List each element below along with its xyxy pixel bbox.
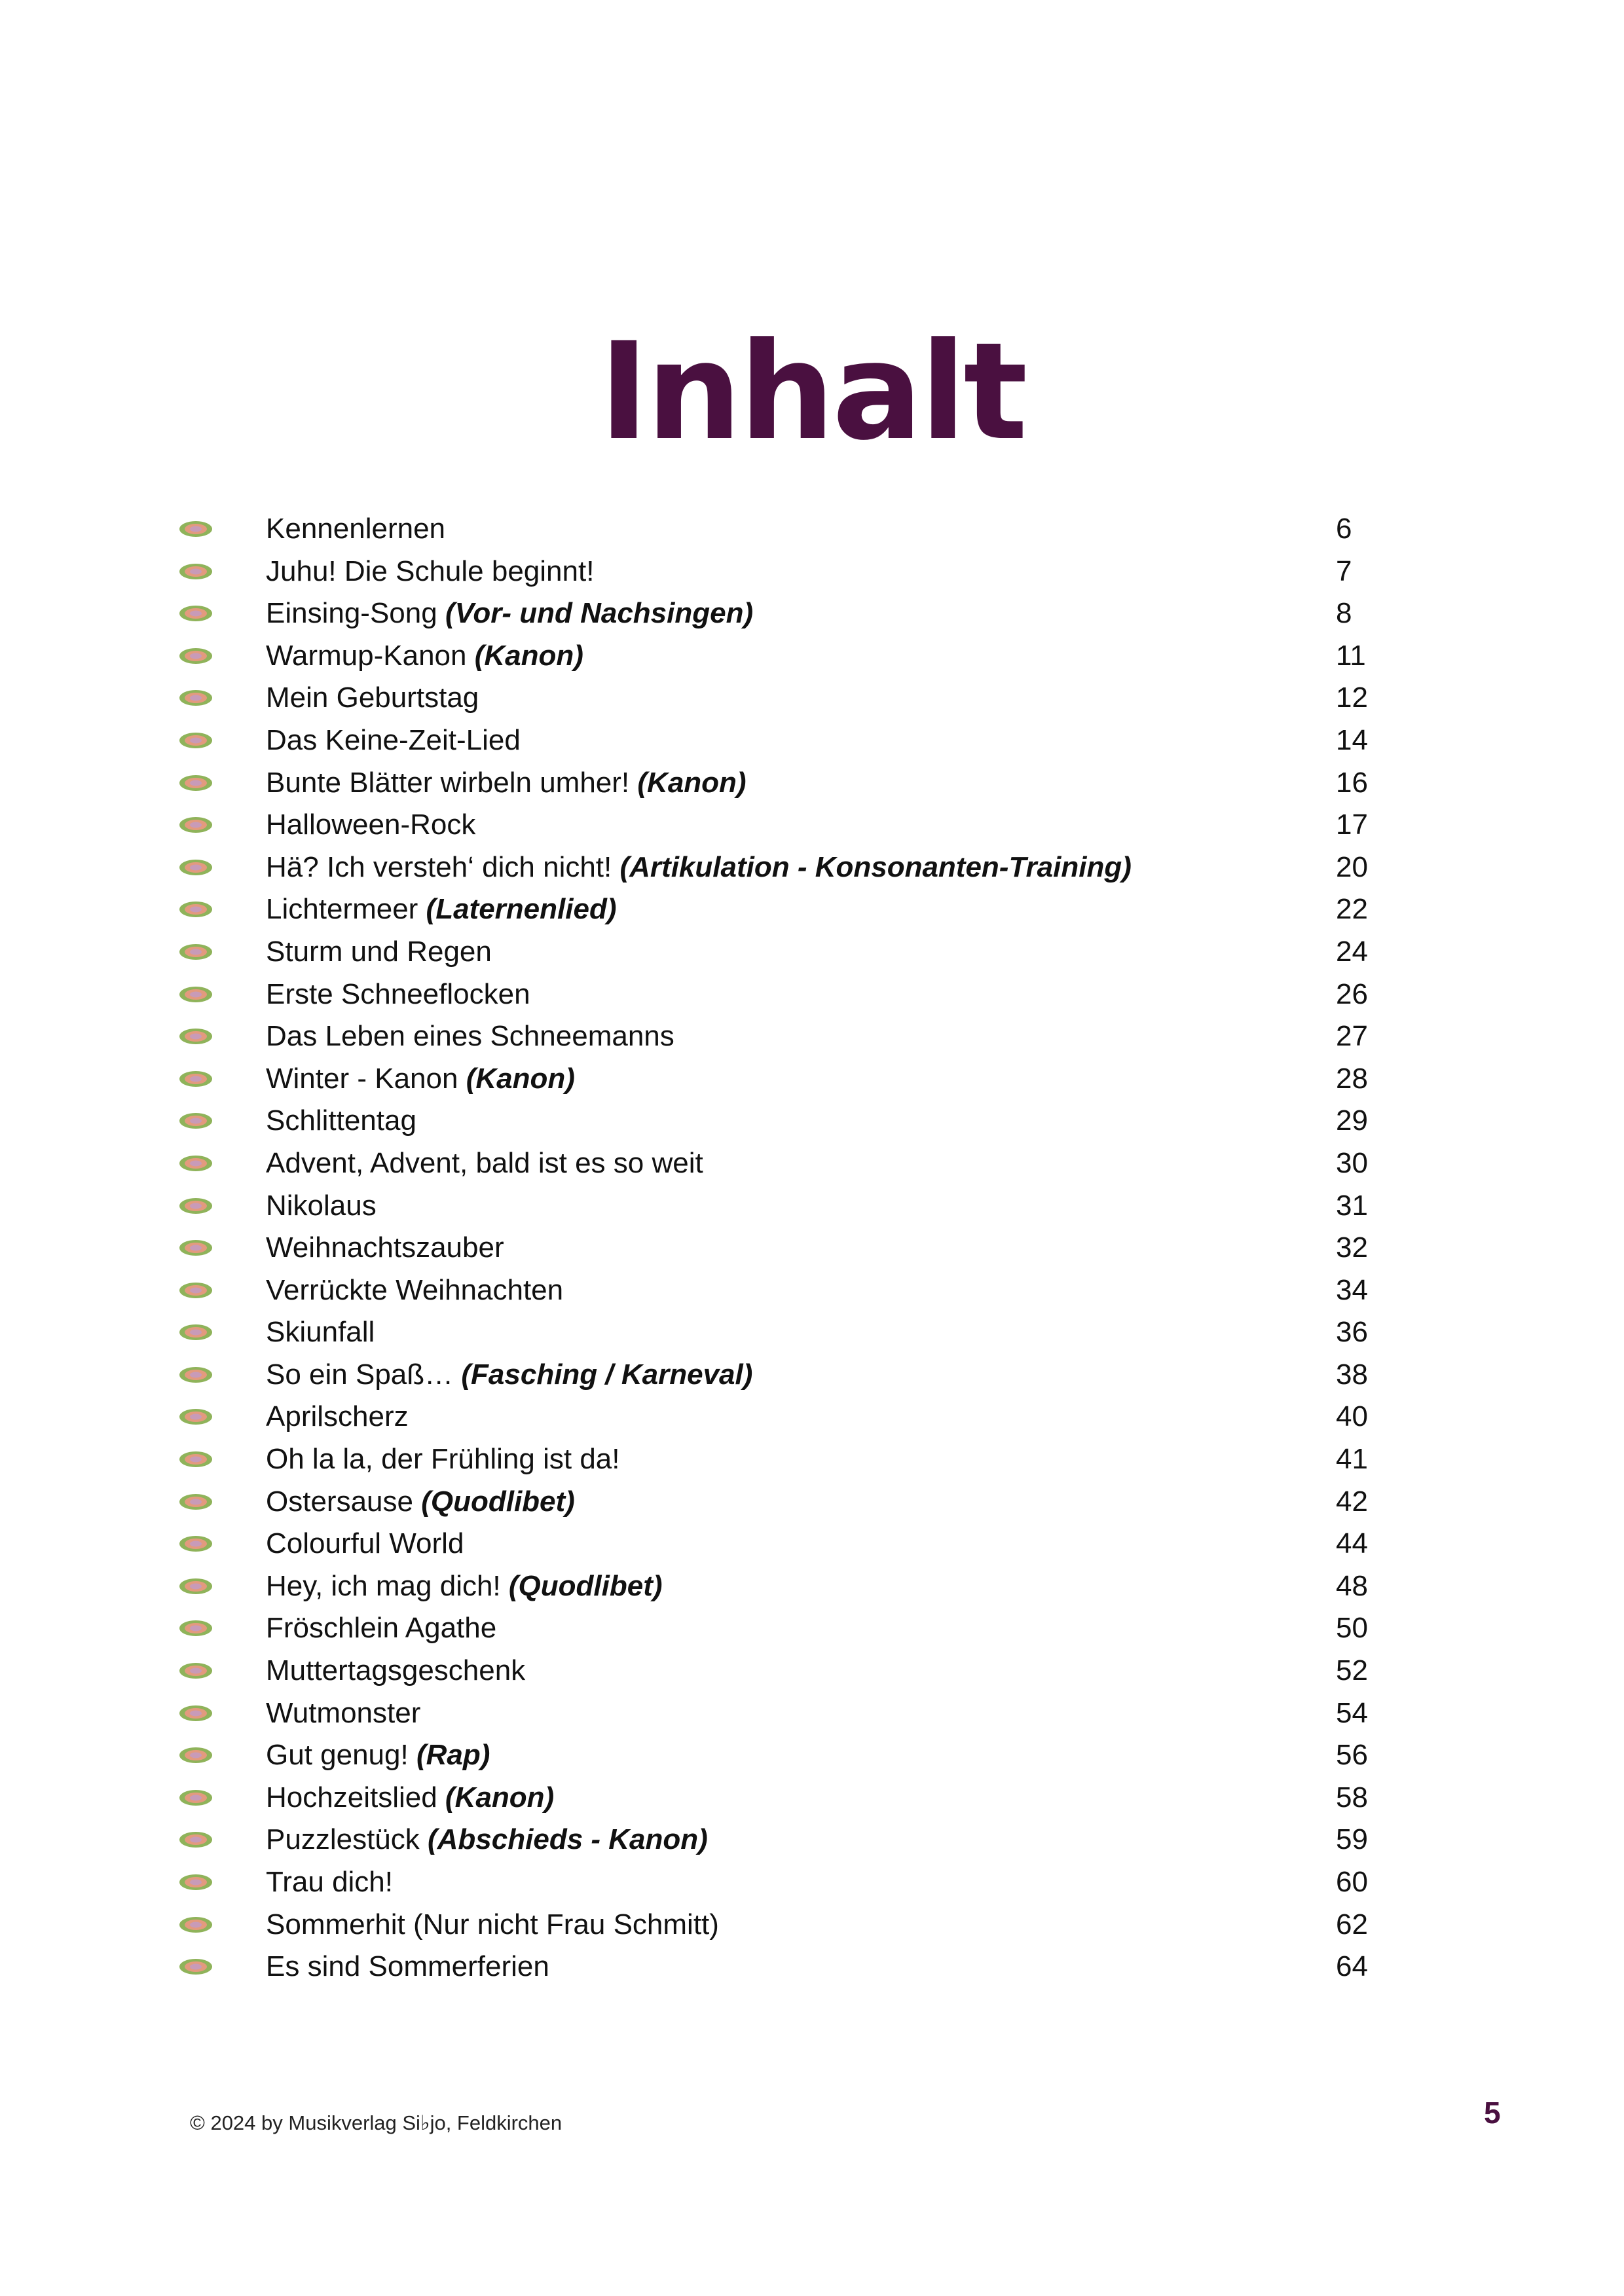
toc-entry-page: 59 (1336, 1823, 1368, 1856)
toc-entry-title (266, 723, 521, 757)
bullet-icon (179, 1789, 213, 1806)
toc-entry (0, 551, 1624, 593)
table-of-contents (0, 508, 1624, 1988)
toc-entry-page: 26 (1336, 977, 1368, 1010)
toc-entry (0, 1692, 1624, 1735)
toc-entry-title (266, 1823, 708, 1857)
toc-entry (0, 1565, 1624, 1608)
toc-entry-page: 31 (1336, 1189, 1368, 1222)
toc-entry (0, 931, 1624, 974)
toc-entry-page: 32 (1336, 1231, 1368, 1264)
toc-entry-title-text: Trau dich! (266, 1866, 394, 1898)
toc-entry (0, 1481, 1624, 1523)
toc-entry-title (266, 850, 1132, 884)
toc-entry (0, 1946, 1624, 1988)
toc-entry-note: (Kanon) (637, 766, 747, 799)
toc-entry-page: 24 (1336, 935, 1368, 968)
toc-entry-page: 12 (1336, 682, 1368, 714)
toc-entry-note: (Vor- und Nachsingen) (445, 597, 754, 630)
toc-entry (0, 1734, 1624, 1777)
toc-entry-title (266, 512, 445, 546)
toc-entry (0, 804, 1624, 847)
toc-entry-title (266, 1400, 409, 1434)
toc-entry (0, 1650, 1624, 1692)
bullet-icon (179, 986, 213, 1003)
toc-entry-title (266, 639, 583, 673)
toc-entry-page: 60 (1336, 1866, 1368, 1898)
bullet-icon (179, 1916, 213, 1933)
toc-entry-note: (Kanon) (466, 1062, 575, 1095)
bullet-icon (179, 1874, 213, 1891)
toc-entry-title (266, 1696, 420, 1730)
bullet-icon (179, 1831, 213, 1848)
toc-entry-title (266, 1146, 703, 1180)
toc-entry-title-text: Muttertagsgeschenk (266, 1654, 526, 1687)
toc-entry (0, 677, 1624, 720)
bullet-icon (179, 1028, 213, 1045)
toc-entry-title-text: Kennenlernen (266, 513, 446, 545)
toc-entry-title-text: Verrückte Weihnachten (266, 1273, 564, 1306)
page-title: Inhalt (599, 314, 1025, 471)
toc-entry-page: 16 (1336, 766, 1368, 799)
bullet-icon (179, 520, 213, 538)
toc-entry-title (266, 1527, 464, 1561)
toc-entry (0, 1354, 1624, 1396)
toc-entry-note: (Quodlibet) (508, 1569, 663, 1602)
bullet-icon (179, 1324, 213, 1341)
toc-entry-page: 62 (1336, 1908, 1368, 1941)
toc-entry-title (266, 892, 616, 926)
bullet-icon (179, 901, 213, 918)
bullet-icon (179, 1112, 213, 1129)
toc-entry-title-text: Weihnachtszauber (266, 1231, 504, 1264)
page-number: 5 (1484, 2096, 1501, 2130)
toc-entry-page: 30 (1336, 1146, 1368, 1179)
toc-entry (0, 1227, 1624, 1269)
toc-entry-title (266, 766, 747, 800)
bullet-icon (179, 563, 213, 580)
toc-entry (0, 1058, 1624, 1101)
toc-entry-note: (Quodlibet) (421, 1485, 575, 1518)
toc-entry-page: 6 (1336, 513, 1352, 545)
toc-entry-note: (Kanon) (474, 639, 583, 672)
toc-entry-title (266, 1273, 563, 1307)
toc-entry-page: 28 (1336, 1062, 1368, 1095)
toc-entry (0, 1861, 1624, 1904)
toc-entry (0, 1100, 1624, 1142)
toc-entry-note: (Artikulation - Konsonanten-Training) (619, 850, 1132, 883)
bullet-icon (179, 1493, 213, 1510)
toc-entry (0, 974, 1624, 1016)
toc-entry-title (266, 1442, 619, 1476)
toc-entry-page: 11 (1336, 639, 1366, 672)
toc-entry-title-text: Hochzeitslied (266, 1781, 437, 1813)
toc-entry-page: 27 (1336, 1020, 1368, 1053)
toc-entry (0, 1396, 1624, 1438)
toc-entry-title-text: So ein Spaß… (266, 1358, 454, 1391)
bullet-icon (179, 689, 213, 706)
toc-entry-title (266, 1315, 375, 1349)
bullet-icon (179, 1070, 213, 1087)
toc-entry-title (266, 1062, 575, 1096)
toc-entry (0, 1777, 1624, 1819)
toc-entry-page: 17 (1336, 809, 1368, 841)
toc-entry-page: 56 (1336, 1739, 1368, 1772)
toc-entry-note: (Kanon) (445, 1781, 555, 1813)
toc-entry-title (266, 1654, 525, 1688)
bullet-icon (179, 1662, 213, 1679)
toc-entry-title-text: Nikolaus (266, 1189, 377, 1222)
toc-entry (0, 1438, 1624, 1481)
toc-entry-page: 50 (1336, 1612, 1368, 1645)
toc-entry (0, 888, 1624, 931)
toc-entry-title (266, 1019, 674, 1053)
toc-entry-title (266, 1358, 752, 1392)
toc-entry (0, 720, 1624, 762)
bullet-icon (179, 1239, 213, 1256)
toc-entry (0, 635, 1624, 678)
toc-entry-title-text: Juhu! Die Schule beginnt! (266, 555, 595, 587)
footer-copyright: © 2024 by Musikverlag Si♭jo, Feldkirchen (190, 2111, 563, 2134)
bullet-icon (179, 1747, 213, 1764)
toc-entry-title-text: Skiunfall (266, 1316, 375, 1349)
bullet-icon (179, 1578, 213, 1595)
toc-entry-title-text: Das Leben eines Schneemanns (266, 1020, 674, 1053)
toc-entry (0, 592, 1624, 635)
toc-entry-page: 44 (1336, 1527, 1368, 1560)
toc-entry-page: 34 (1336, 1273, 1368, 1306)
toc-entry-note: (Rap) (416, 1739, 490, 1772)
toc-entry-page: 54 (1336, 1696, 1368, 1729)
toc-entry (0, 1185, 1624, 1228)
toc-entry-title-text: Einsing-Song (266, 597, 437, 630)
toc-entry-title (266, 977, 530, 1011)
toc-entry-title-text: Wutmonster (266, 1696, 421, 1729)
toc-entry-page: 7 (1336, 555, 1352, 587)
toc-entry (0, 1015, 1624, 1058)
toc-entry (0, 1607, 1624, 1650)
toc-entry-title (266, 596, 753, 630)
bullet-icon (179, 816, 213, 833)
toc-entry (0, 1142, 1624, 1185)
toc-entry-page: 38 (1336, 1358, 1368, 1391)
toc-entry-note: (Fasching / Karneval) (461, 1358, 753, 1391)
bullet-icon (179, 1197, 213, 1214)
bullet-icon (179, 1282, 213, 1299)
toc-entry-page: 40 (1336, 1400, 1368, 1433)
toc-entry-title-text: Aprilscherz (266, 1400, 409, 1433)
toc-entry-title-text: Mein Geburtstag (266, 682, 479, 714)
toc-entry-page: 42 (1336, 1485, 1368, 1518)
toc-entry (0, 1904, 1624, 1946)
toc-entry-title-text: Puzzlestück (266, 1823, 420, 1856)
toc-entry-page: 29 (1336, 1104, 1368, 1137)
toc-entry-title (266, 1189, 377, 1223)
toc-entry-title-text: Winter - Kanon (266, 1062, 458, 1095)
toc-entry-title (266, 1865, 393, 1899)
bullet-icon (179, 1366, 213, 1383)
toc-entry-title-text: Sturm und Regen (266, 935, 492, 968)
toc-entry-title (266, 1950, 549, 1984)
bullet-icon (179, 859, 213, 876)
toc-entry-title-text: Fröschlein Agathe (266, 1612, 497, 1645)
toc-entry-page: 41 (1336, 1443, 1368, 1476)
toc-entry-title (266, 1738, 490, 1772)
toc-entry-title-text: Hä? Ich versteh‘ dich nicht! (266, 850, 612, 883)
toc-entry (0, 1819, 1624, 1861)
toc-entry-title-text: Gut genug! (266, 1739, 409, 1772)
bullet-icon (179, 1408, 213, 1425)
toc-entry (0, 1311, 1624, 1354)
toc-entry-title-text: Halloween-Rock (266, 809, 476, 841)
toc-entry-page: 8 (1336, 597, 1352, 630)
toc-entry-page: 14 (1336, 723, 1368, 756)
toc-entry-title-text: Erste Schneeflocken (266, 977, 530, 1010)
toc-entry-title (266, 808, 475, 842)
bullet-icon (179, 1451, 213, 1468)
bullet-icon (179, 1155, 213, 1172)
toc-entry-title-text: Oh la la, der Frühling ist da! (266, 1443, 620, 1476)
toc-entry (0, 1523, 1624, 1565)
toc-entry-note: (Abschieds - Kanon) (428, 1823, 708, 1856)
toc-entry-title-text: Es sind Sommerferien (266, 1950, 549, 1983)
toc-entry-title (266, 1781, 554, 1815)
bullet-icon (179, 1535, 213, 1552)
toc-entry (0, 1269, 1624, 1312)
toc-entry-title (266, 1908, 719, 1942)
toc-entry-page: 52 (1336, 1654, 1368, 1687)
toc-entry-title-text: Ostersause (266, 1485, 413, 1518)
bullet-icon (179, 774, 213, 792)
toc-entry-title-text: Advent, Advent, bald ist es so weit (266, 1146, 703, 1179)
toc-entry-page: 48 (1336, 1569, 1368, 1602)
bullet-icon (179, 1705, 213, 1722)
bullet-icon (179, 647, 213, 665)
toc-entry-page: 58 (1336, 1781, 1368, 1813)
toc-entry-title (266, 1231, 504, 1265)
bullet-icon (179, 732, 213, 749)
bullet-icon (179, 1958, 213, 1975)
toc-entry (0, 762, 1624, 805)
toc-entry-title (266, 1485, 575, 1519)
bullet-icon (179, 1620, 213, 1637)
bullet-icon (179, 943, 213, 960)
toc-entry-title (266, 1569, 663, 1603)
toc-entry-page: 64 (1336, 1950, 1368, 1983)
toc-entry-note: (Laternenlied) (426, 893, 617, 926)
toc-entry-title-text: Lichtermeer (266, 893, 418, 926)
toc-entry-title-text: Colourful World (266, 1527, 464, 1560)
toc-entry-title-text: Sommerhit (Nur nicht Frau Schmitt) (266, 1908, 719, 1941)
toc-entry-title (266, 935, 492, 969)
toc-entry-title (266, 681, 479, 715)
bullet-icon (179, 605, 213, 622)
toc-entry-title (266, 1104, 416, 1138)
toc-entry-title-text: Warmup-Kanon (266, 639, 467, 672)
toc-entry-title (266, 1611, 496, 1645)
toc-entry-title (266, 555, 594, 589)
toc-entry-title-text: Schlittentag (266, 1104, 416, 1137)
toc-entry (0, 847, 1624, 889)
toc-entry-page: 36 (1336, 1316, 1368, 1349)
toc-entry-title-text: Bunte Blätter wirbeln umher! (266, 766, 630, 799)
toc-entry (0, 508, 1624, 551)
toc-entry-page: 22 (1336, 893, 1368, 926)
toc-entry-title-text: Das Keine-Zeit-Lied (266, 723, 521, 756)
toc-entry-title-text: Hey, ich mag dich! (266, 1569, 501, 1602)
toc-entry-page: 20 (1336, 850, 1368, 883)
